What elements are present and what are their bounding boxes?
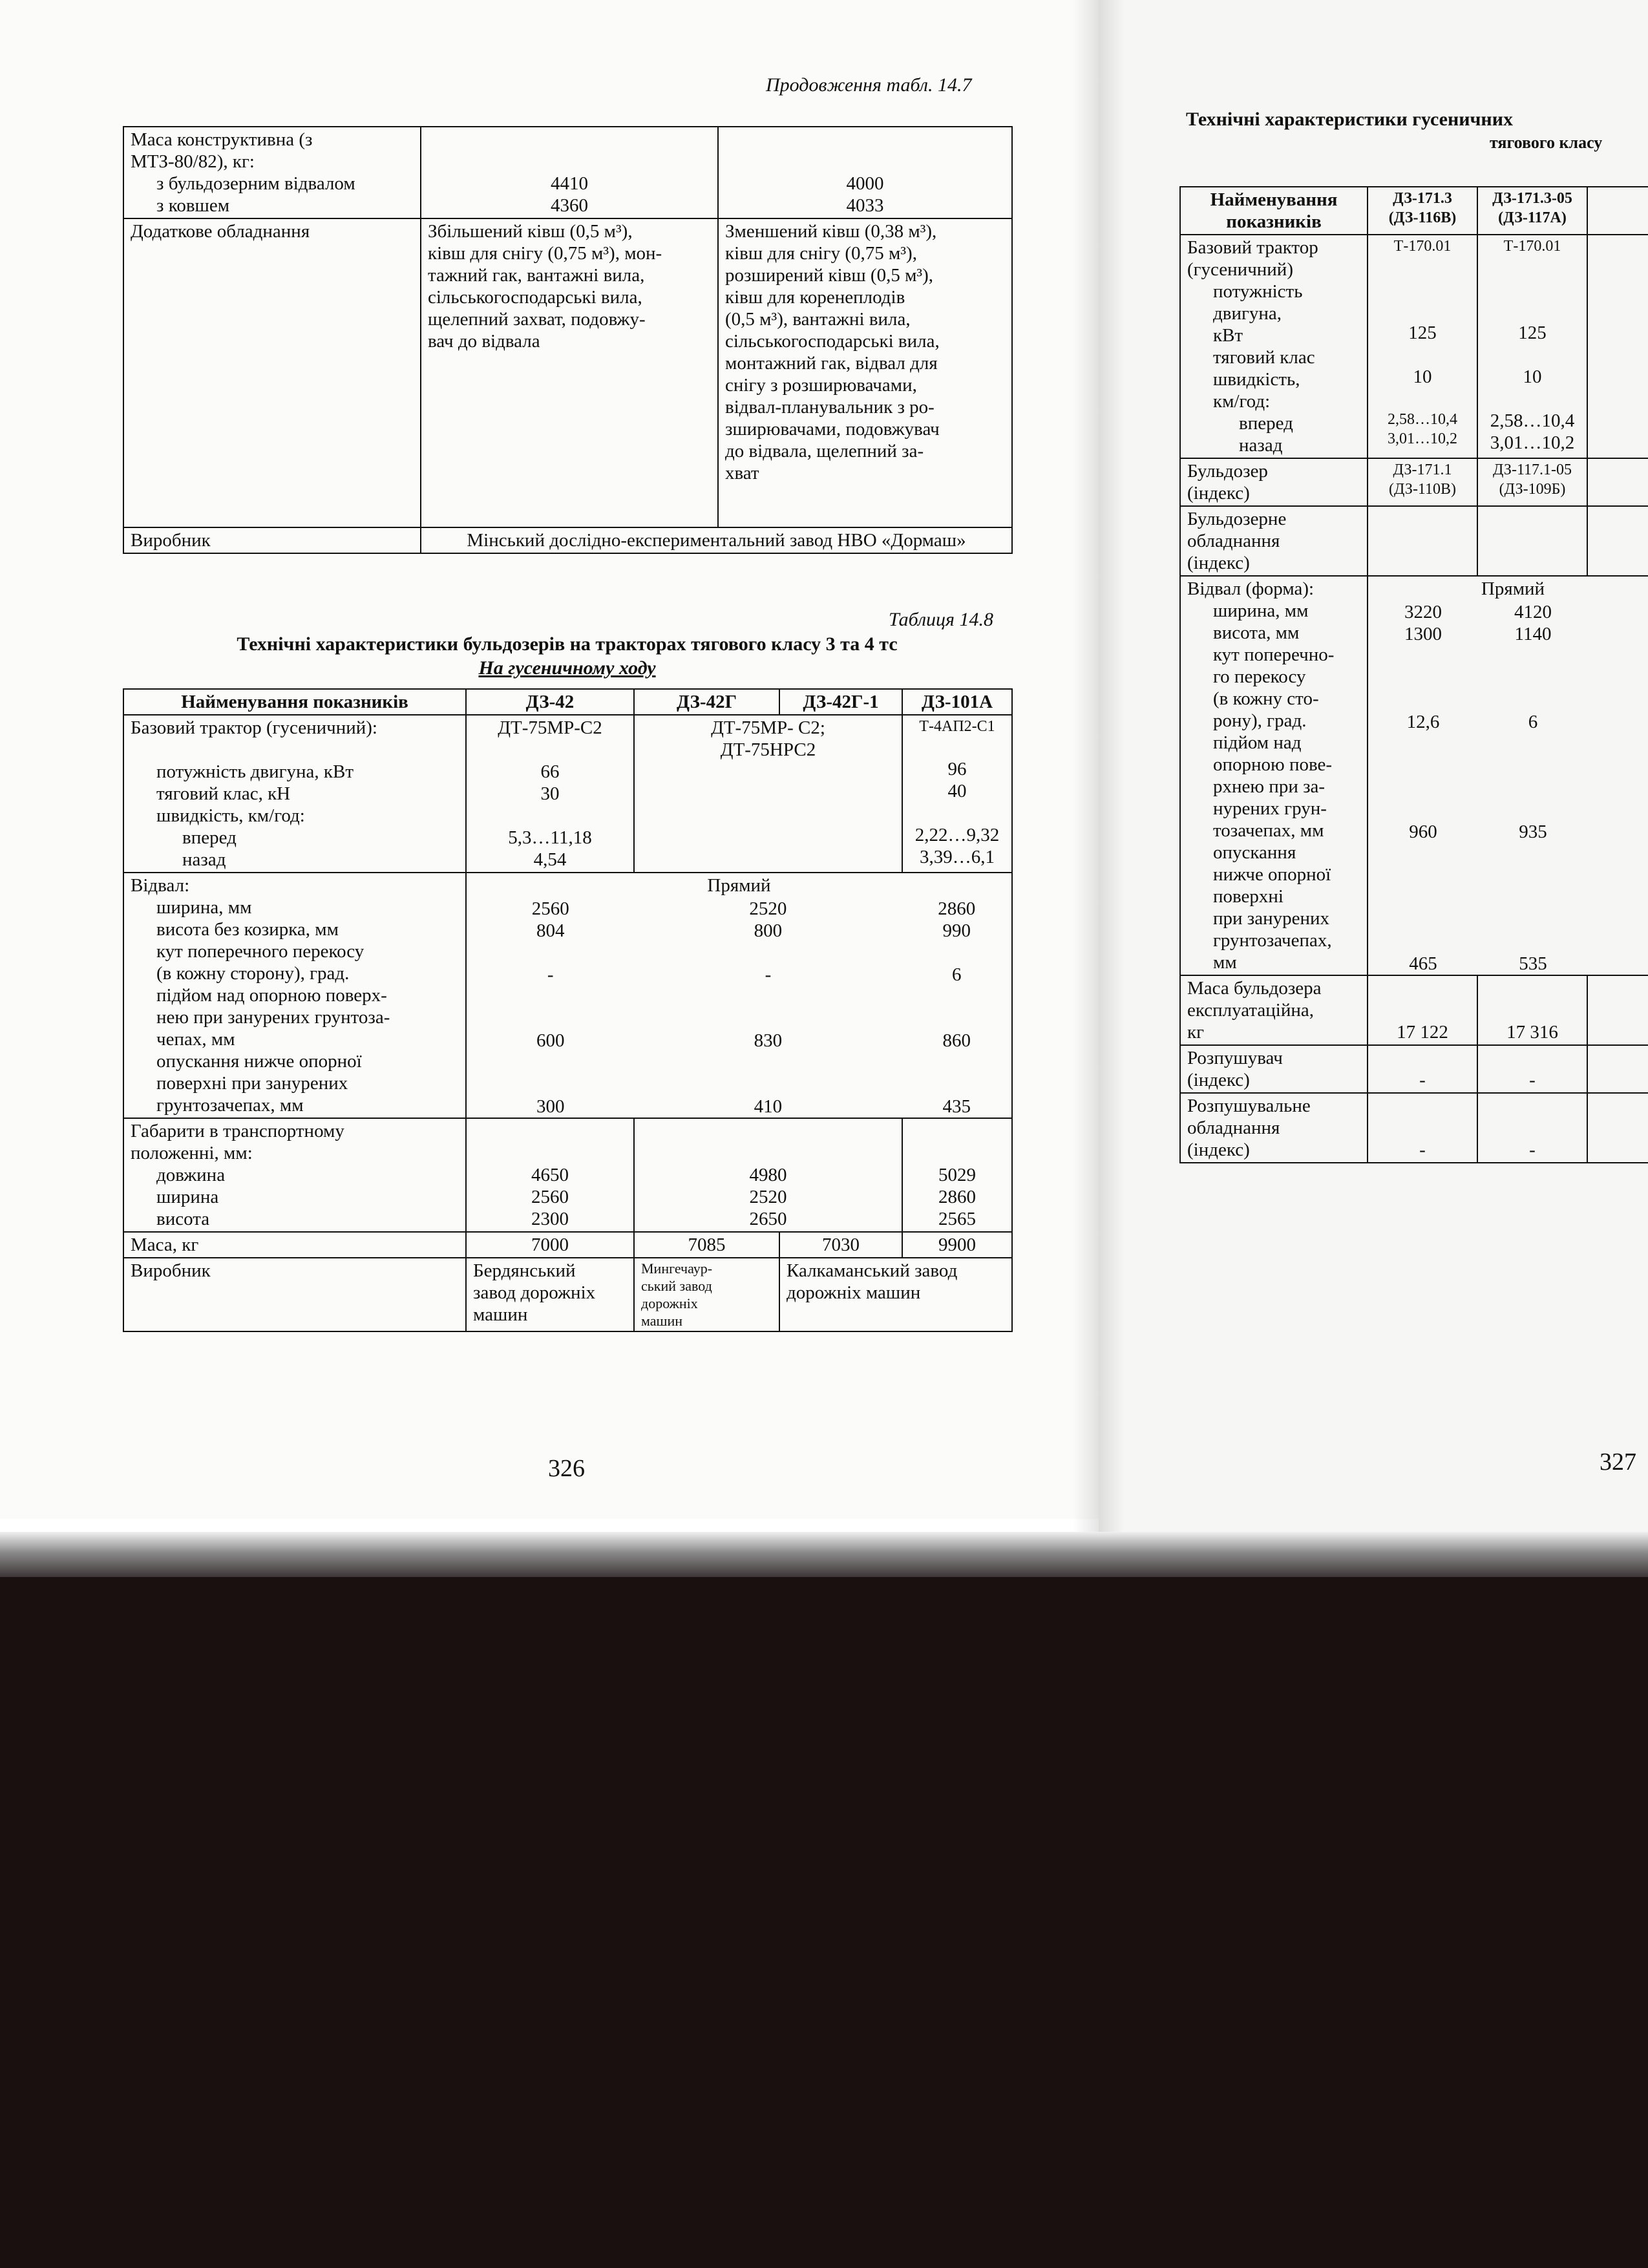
cell-value: 4650 bbox=[531, 1165, 569, 1185]
page-number: 327 bbox=[1600, 1448, 1636, 1476]
column-header: ДЗ-171.3 (ДЗ-116В) bbox=[1368, 187, 1477, 235]
cell-value: 4000 bbox=[846, 173, 884, 194]
row-label: швидкість, bbox=[1213, 369, 1300, 390]
cell-value: Мингечаур- bbox=[641, 1260, 713, 1277]
row-label: з бульдозерним відвалом bbox=[156, 173, 355, 194]
book-fold bbox=[1073, 0, 1125, 1538]
cell-value: 96 bbox=[947, 759, 967, 779]
cell-value: 3,39…6,1 bbox=[920, 847, 995, 867]
row-label: вперед bbox=[1239, 413, 1293, 434]
row-label: Маса конструктивна (з bbox=[131, 129, 313, 150]
column-header: Найменування показників bbox=[1180, 187, 1368, 235]
cell-value: 2520 bbox=[749, 898, 787, 919]
cell-value: 2860 bbox=[938, 898, 976, 919]
cell-value: 125 bbox=[1518, 323, 1547, 343]
cell-value: 600 bbox=[536, 1030, 565, 1051]
row-label: (індекс) bbox=[1187, 483, 1250, 503]
table-row bbox=[123, 127, 1012, 218]
table-row bbox=[123, 1118, 1012, 1232]
cell-value: завод дорожніх bbox=[473, 1282, 596, 1303]
cell-value: 5029 bbox=[938, 1165, 976, 1185]
column-header: ДЗ-42Г-1 bbox=[779, 689, 902, 715]
row-label: висота, мм bbox=[1213, 622, 1300, 643]
cell-value: ський завод bbox=[641, 1278, 712, 1294]
cell-value: 960 bbox=[1409, 821, 1437, 842]
cell-value: 7030 bbox=[779, 1232, 902, 1258]
cell-value: 125 bbox=[1408, 323, 1437, 343]
row-label: кут поперечно- bbox=[1213, 644, 1335, 665]
cell-value: 3,01…10,2 bbox=[1490, 432, 1575, 453]
column-header: ДЗ-171.3-05 (ДЗ-117А) bbox=[1477, 187, 1587, 235]
table-header-row bbox=[1180, 187, 1648, 235]
cell-value: (ДЗ-110В) bbox=[1388, 481, 1457, 498]
cell-value: 30 bbox=[540, 783, 560, 804]
row-label: Додаткове обладнання bbox=[123, 218, 421, 527]
cell-value: дорожніх bbox=[641, 1295, 698, 1311]
cell-value: машин bbox=[473, 1304, 528, 1325]
cell-value: 2560 bbox=[531, 898, 569, 919]
cell-value: 4410 bbox=[551, 173, 588, 194]
cell-value: 2300 bbox=[531, 1209, 569, 1229]
cell-value: дорожніх машин bbox=[787, 1282, 921, 1303]
cell-value: - bbox=[1529, 1139, 1536, 1160]
row-label: (індекс) bbox=[1187, 1070, 1250, 1090]
table-title: Технічні характеристики бульдозерів на тракторах тягового класу 3 та 4 тс bbox=[237, 633, 898, 655]
blade-type: Прямий bbox=[707, 875, 771, 896]
column-header: ДЗ-42 bbox=[466, 689, 634, 715]
table-subtitle: На гусеничному ходу bbox=[478, 657, 656, 679]
cell-value: 535 bbox=[1519, 953, 1547, 974]
cell-value: - bbox=[547, 964, 554, 985]
continuation-caption: Продовження табл. 14.7 bbox=[766, 74, 972, 96]
row-label: кут поперечного перекосу bbox=[156, 941, 364, 962]
row-label: опускання нижче опорної bbox=[156, 1051, 362, 1072]
cell-value: 800 bbox=[754, 920, 783, 941]
cell-value: 2520 bbox=[749, 1187, 787, 1207]
blade-type: Прямий bbox=[1481, 578, 1545, 599]
row-label: Бульдозер bbox=[1187, 461, 1268, 482]
cell-value: 2650 bbox=[749, 1209, 787, 1229]
row-label: тяговий клас bbox=[1213, 347, 1315, 368]
row-label: ширина, мм bbox=[1213, 600, 1309, 621]
row-label: опускання bbox=[1213, 842, 1296, 863]
book-cover bbox=[0, 1577, 1648, 2268]
right-table-title-line2: тягового класу bbox=[1490, 133, 1603, 152]
table-label: Таблиця 14.8 bbox=[889, 609, 993, 630]
right-table-title: Технічні характеристики гусеничних bbox=[1186, 109, 1514, 130]
row-label: го перекосу bbox=[1213, 666, 1306, 687]
row-label: Відвал: bbox=[131, 875, 190, 896]
row-label: ширина, мм bbox=[156, 897, 252, 918]
cell-value: 7085 bbox=[634, 1232, 779, 1258]
cell-value: 300 bbox=[536, 1096, 565, 1117]
row-label: висота без козирка, мм bbox=[156, 919, 339, 940]
row-label: положенні, мм: bbox=[131, 1143, 253, 1163]
row-label: обладнання bbox=[1187, 531, 1280, 551]
row-label: Розпушувач bbox=[1187, 1048, 1283, 1068]
cell-value: 3,01…10,2 bbox=[1388, 430, 1457, 447]
table-header-row bbox=[123, 689, 1012, 715]
cell-value: 3220 bbox=[1404, 602, 1442, 622]
row-label: Базовий трактор bbox=[1187, 237, 1318, 258]
extra-equipment-col1: Збільшений ківш (0,5 м³), ківш для снігу (0,75 м³), мон- тажний гак, вантажні вила, сільськогосподарські вила, щелепний захват, подовжу- вач до відвала bbox=[421, 218, 718, 527]
row-label: грунтозачепах, мм bbox=[156, 1095, 304, 1116]
row-label: кг bbox=[1187, 1022, 1204, 1043]
cell-value: 2560 bbox=[531, 1187, 569, 1207]
right-table bbox=[1179, 186, 1648, 1163]
cell-value: 804 bbox=[536, 920, 565, 941]
row-label: мм bbox=[1213, 952, 1237, 973]
table-14-7-continuation bbox=[123, 126, 1013, 554]
cell-value: 12,6 bbox=[1406, 712, 1440, 732]
column-header: ДЗ-101А bbox=[902, 689, 1012, 715]
table-row bbox=[1180, 975, 1648, 1045]
row-label: поверхні при занурених bbox=[156, 1073, 348, 1094]
row-label: назад bbox=[182, 849, 226, 870]
row-label: назад bbox=[1239, 435, 1283, 456]
cell-value: 935 bbox=[1519, 821, 1547, 842]
table-row bbox=[123, 873, 1012, 1118]
extra-equipment-col2: Зменшений ківш (0,38 м³), ківш для снігу (0,75 м³), розширений ківш (0,5 м³), ківш для коренеплодів (0,5 м³), вантажні вила, сільськогосподарські вила, монтажний гак, відвал для снігу з розширювачами, відвал-планувальник з ро- зширювачами, подовжувач до відвала, щелепний за- хват bbox=[718, 218, 1012, 527]
cell-value: 4120 bbox=[1514, 602, 1552, 622]
row-label: Габарити в транспортному bbox=[131, 1121, 344, 1141]
cell-value: ДТ-75МР- С2; bbox=[711, 717, 825, 738]
cell-value: 66 bbox=[540, 761, 560, 782]
cell-value: - bbox=[765, 964, 772, 985]
column-header: ДЗ-42Г bbox=[634, 689, 779, 715]
row-label: чепах, мм bbox=[156, 1029, 235, 1050]
row-label: рону), град. bbox=[1213, 710, 1307, 731]
row-label: висота bbox=[156, 1209, 210, 1229]
cell-value: Т-4АП2-С1 bbox=[919, 718, 995, 735]
row-label: км/год: bbox=[1213, 391, 1271, 412]
table-row bbox=[1180, 235, 1648, 458]
cell-value: ДТ-75НРС2 bbox=[720, 739, 816, 760]
cell-value: ДЗ-117.1-05 bbox=[1492, 461, 1572, 478]
cell-value: 435 bbox=[942, 1096, 971, 1117]
table-row bbox=[123, 218, 1012, 527]
cell-value: 17 122 bbox=[1397, 1022, 1448, 1043]
cell-value: 40 bbox=[947, 781, 967, 801]
table-14-8 bbox=[123, 688, 1013, 1332]
table-row bbox=[123, 1232, 1012, 1258]
cell-value: 4360 bbox=[551, 195, 588, 216]
cell-value: 4033 bbox=[846, 195, 884, 216]
row-label: довжина bbox=[156, 1165, 226, 1185]
row-label: МТЗ-80/82), кг: bbox=[131, 151, 255, 172]
cell-value: 2,22…9,32 bbox=[914, 825, 1000, 845]
cell-value: 465 bbox=[1409, 953, 1437, 974]
row-label: (в кожну сто- bbox=[1213, 688, 1319, 709]
cell-value: ДЗ-171.1 bbox=[1393, 461, 1452, 478]
cell-value: 990 bbox=[942, 920, 971, 941]
cell-value: 10 bbox=[1523, 366, 1542, 387]
cell-value: 410 bbox=[754, 1096, 783, 1117]
cell-value: 2,58…10,4 bbox=[1490, 410, 1575, 431]
cell-value: 4,54 bbox=[533, 849, 567, 870]
cell-value: - bbox=[1419, 1139, 1426, 1160]
table-row bbox=[1180, 1045, 1648, 1093]
cell-value: Калкаманський завод bbox=[787, 1260, 958, 1281]
row-label: обладнання bbox=[1187, 1118, 1280, 1138]
cell-value: 17 316 bbox=[1506, 1022, 1558, 1043]
row-label: (в кожну сторону), град. bbox=[156, 963, 350, 984]
cell-value: 2,58…10,4 bbox=[1388, 411, 1457, 428]
cell-value: 2860 bbox=[938, 1187, 976, 1207]
cell-value: Мінський дослідно-експериментальний завод НВО «Дормаш» bbox=[421, 527, 1012, 553]
table-row bbox=[1180, 1093, 1648, 1163]
row-label: рхнею при за- bbox=[1213, 776, 1326, 797]
row-label: кВт bbox=[1213, 325, 1243, 346]
table-row bbox=[123, 527, 1012, 553]
cell-value: - bbox=[1529, 1070, 1536, 1090]
cell-value: 6 bbox=[1528, 712, 1538, 732]
row-label: при занурених bbox=[1213, 908, 1330, 929]
row-label: тяговий клас, кН bbox=[156, 783, 291, 804]
column-header: Найменування показників bbox=[123, 689, 466, 715]
row-label: швидкість, км/год: bbox=[156, 805, 305, 826]
row-label: підйом над опорною поверх- bbox=[156, 985, 387, 1006]
row-label: підйом над bbox=[1213, 732, 1302, 753]
cell-value: 1140 bbox=[1514, 624, 1552, 644]
cell-value: (ДЗ-109Б) bbox=[1499, 481, 1566, 498]
cell-value: ДТ-75МР-С2 bbox=[498, 717, 602, 738]
table-row bbox=[1180, 576, 1648, 975]
cell-value: Т-170.01 bbox=[1503, 238, 1561, 255]
row-label: грунтозачепах, bbox=[1213, 930, 1332, 951]
table-row bbox=[123, 1258, 1012, 1331]
row-label: Виробник bbox=[123, 527, 421, 553]
row-label: (гусеничний) bbox=[1187, 259, 1293, 280]
row-label: Базовий трактор (гусеничний): bbox=[131, 717, 377, 738]
cell-value: 830 bbox=[754, 1030, 783, 1051]
page-number: 326 bbox=[548, 1455, 585, 1482]
row-label: з ковшем bbox=[156, 195, 230, 216]
cell-value: 7000 bbox=[466, 1232, 634, 1258]
row-label: нею при занурених грунтоза- bbox=[156, 1007, 390, 1028]
cell-value: машин bbox=[641, 1313, 683, 1329]
cell-value: 9900 bbox=[902, 1232, 1012, 1258]
cell-value: - bbox=[1419, 1070, 1426, 1090]
row-label: Маса бульдозера bbox=[1187, 978, 1322, 999]
row-label: Виробник bbox=[123, 1258, 466, 1331]
row-label: експлуатаційна, bbox=[1187, 1000, 1314, 1021]
row-label: тозачепах, мм bbox=[1213, 820, 1324, 841]
row-label: нижче опорної bbox=[1213, 864, 1331, 885]
row-label: Маса, кг bbox=[123, 1232, 466, 1258]
cell-value: Бердянський bbox=[473, 1260, 576, 1281]
row-label: Бульдозерне bbox=[1187, 509, 1287, 529]
cell-value: 6 bbox=[951, 964, 962, 985]
table-row bbox=[1180, 458, 1648, 506]
row-label: потужність двигуна, кВт bbox=[156, 761, 354, 782]
cell-value: 10 bbox=[1413, 366, 1432, 387]
cell-value: Т-170.01 bbox=[1393, 238, 1452, 255]
row-label: (індекс) bbox=[1187, 1139, 1250, 1160]
row-label: ширина bbox=[156, 1187, 219, 1207]
table-row bbox=[123, 715, 1012, 873]
row-label: потужність bbox=[1213, 281, 1303, 302]
row-label: нурених грун- bbox=[1213, 798, 1327, 819]
table-row bbox=[1180, 506, 1648, 576]
row-label: поверхні bbox=[1213, 886, 1284, 907]
row-label: Відвал (форма): bbox=[1187, 578, 1315, 599]
cell-value: 5,3…11,18 bbox=[508, 827, 592, 848]
row-label: двигуна, bbox=[1213, 303, 1282, 324]
row-label: Розпушувальне bbox=[1187, 1096, 1311, 1116]
cell-value: 1300 bbox=[1404, 624, 1442, 644]
row-label: (індекс) bbox=[1187, 553, 1250, 573]
page-edge bbox=[0, 1532, 1648, 1584]
cell-value: 860 bbox=[942, 1030, 971, 1051]
row-label: вперед bbox=[182, 827, 237, 848]
row-label: опорною пове- bbox=[1213, 754, 1333, 775]
cell-value: 2565 bbox=[938, 1209, 976, 1229]
cell-value: 4980 bbox=[749, 1165, 787, 1185]
